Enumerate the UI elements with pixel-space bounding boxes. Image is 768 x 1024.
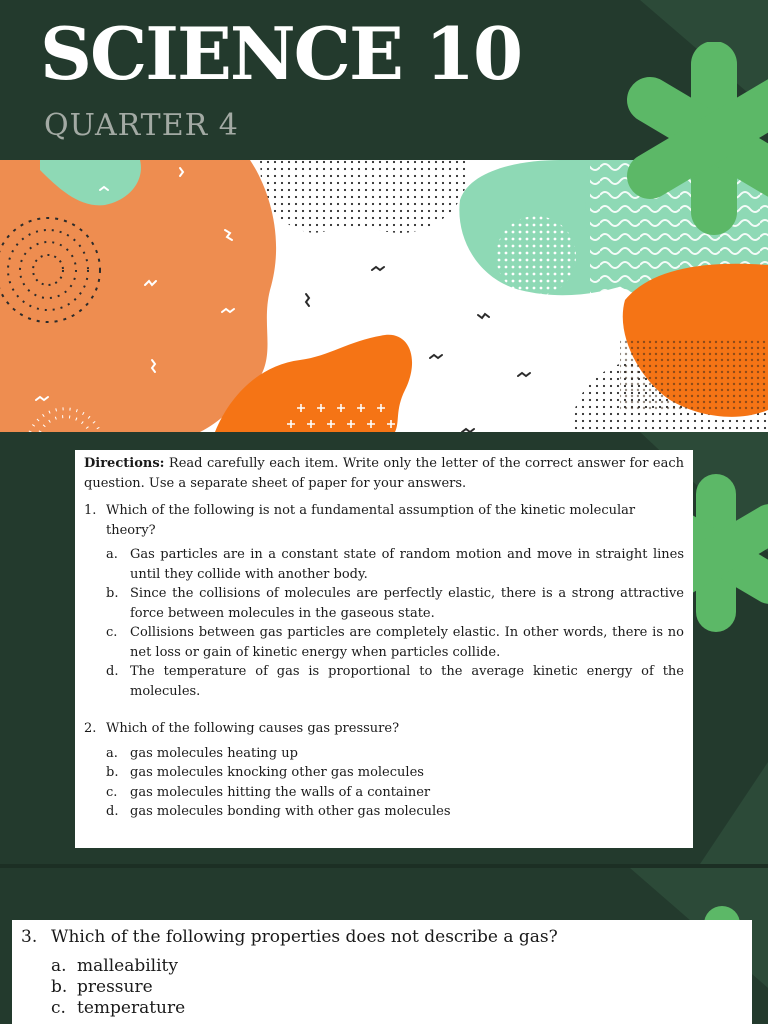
question-text: Which of the following properties does not describe a gas? [51,927,558,947]
option-text: temperature [77,998,186,1018]
option-text: Collisions between gas particles are completely elastic. In other words, there is no net loss or gain of kinetic energy when particles collide. [130,625,684,660]
option-text: Since the collisions of molecules are perfectly elastic, there is a strong attractive force between molecules in the gaseous state. [130,586,684,621]
option-letter: d. [106,664,119,679]
option-letter: a. [51,956,67,976]
question-text: Which of the following is not a fundamental assumption of the kinetic molecular theory? [106,503,636,538]
option-text: gas molecules heating up [130,745,298,761]
question-card [12,920,752,1024]
option-letter: a. [106,547,118,562]
question-card [75,450,693,848]
option-text: gas molecules hitting the walls of a container [130,784,431,800]
questions-slide-2 [0,868,768,1024]
question-number: 3. [21,927,38,947]
question-3 [21,927,743,1019]
option-text: gas molecules knocking other gas molecules [130,765,424,780]
questions-slide-1 [0,432,768,864]
option-letter: d. [106,804,119,819]
answer-option [106,623,684,662]
question-number: 1. [84,503,97,518]
question-number: 2. [84,721,97,736]
option-text: Gas particles are in a constant state of random motion and move in straight lines until they collide with another body. [130,547,684,582]
answer-option [106,662,684,701]
option-letter: b. [51,977,68,997]
question-2 [84,719,684,822]
page-title: SCIENCE 10 [40,11,522,96]
answer-option [106,802,684,822]
option-letter: b. [106,586,119,601]
option-letter: a. [106,745,118,761]
option-text: malleability [77,956,178,976]
directions [84,454,684,493]
option-letter: c. [106,625,118,640]
option-text: The temperature of gas is proportional to the average kinetic energy of the molecules. [130,664,684,699]
page-subtitle: QUARTER 4 [44,108,239,143]
option-letter: b. [106,765,119,780]
question-1 [84,501,684,701]
title-slide [0,0,768,432]
answer-option [106,545,684,584]
question-text: Which of the following causes gas pressure? [106,721,400,736]
answer-option [106,763,684,783]
option-letter: c. [106,784,118,800]
answer-option [51,998,743,1019]
answer-option [51,977,743,998]
directions-label: Directions: [84,456,165,471]
option-text: pressure [77,977,153,997]
option-text: gas molecules bonding with other gas molecules [130,804,451,819]
answer-option [51,956,743,977]
directions-text: Read carefully each item. Write only the letter of the correct answer for each question. Use a separate sheet of paper for your answers. [84,456,684,491]
answer-option [106,584,684,623]
asterisk-icon [624,42,768,242]
option-letter: c. [51,998,66,1018]
answer-option [106,744,684,764]
answer-option [106,783,684,803]
